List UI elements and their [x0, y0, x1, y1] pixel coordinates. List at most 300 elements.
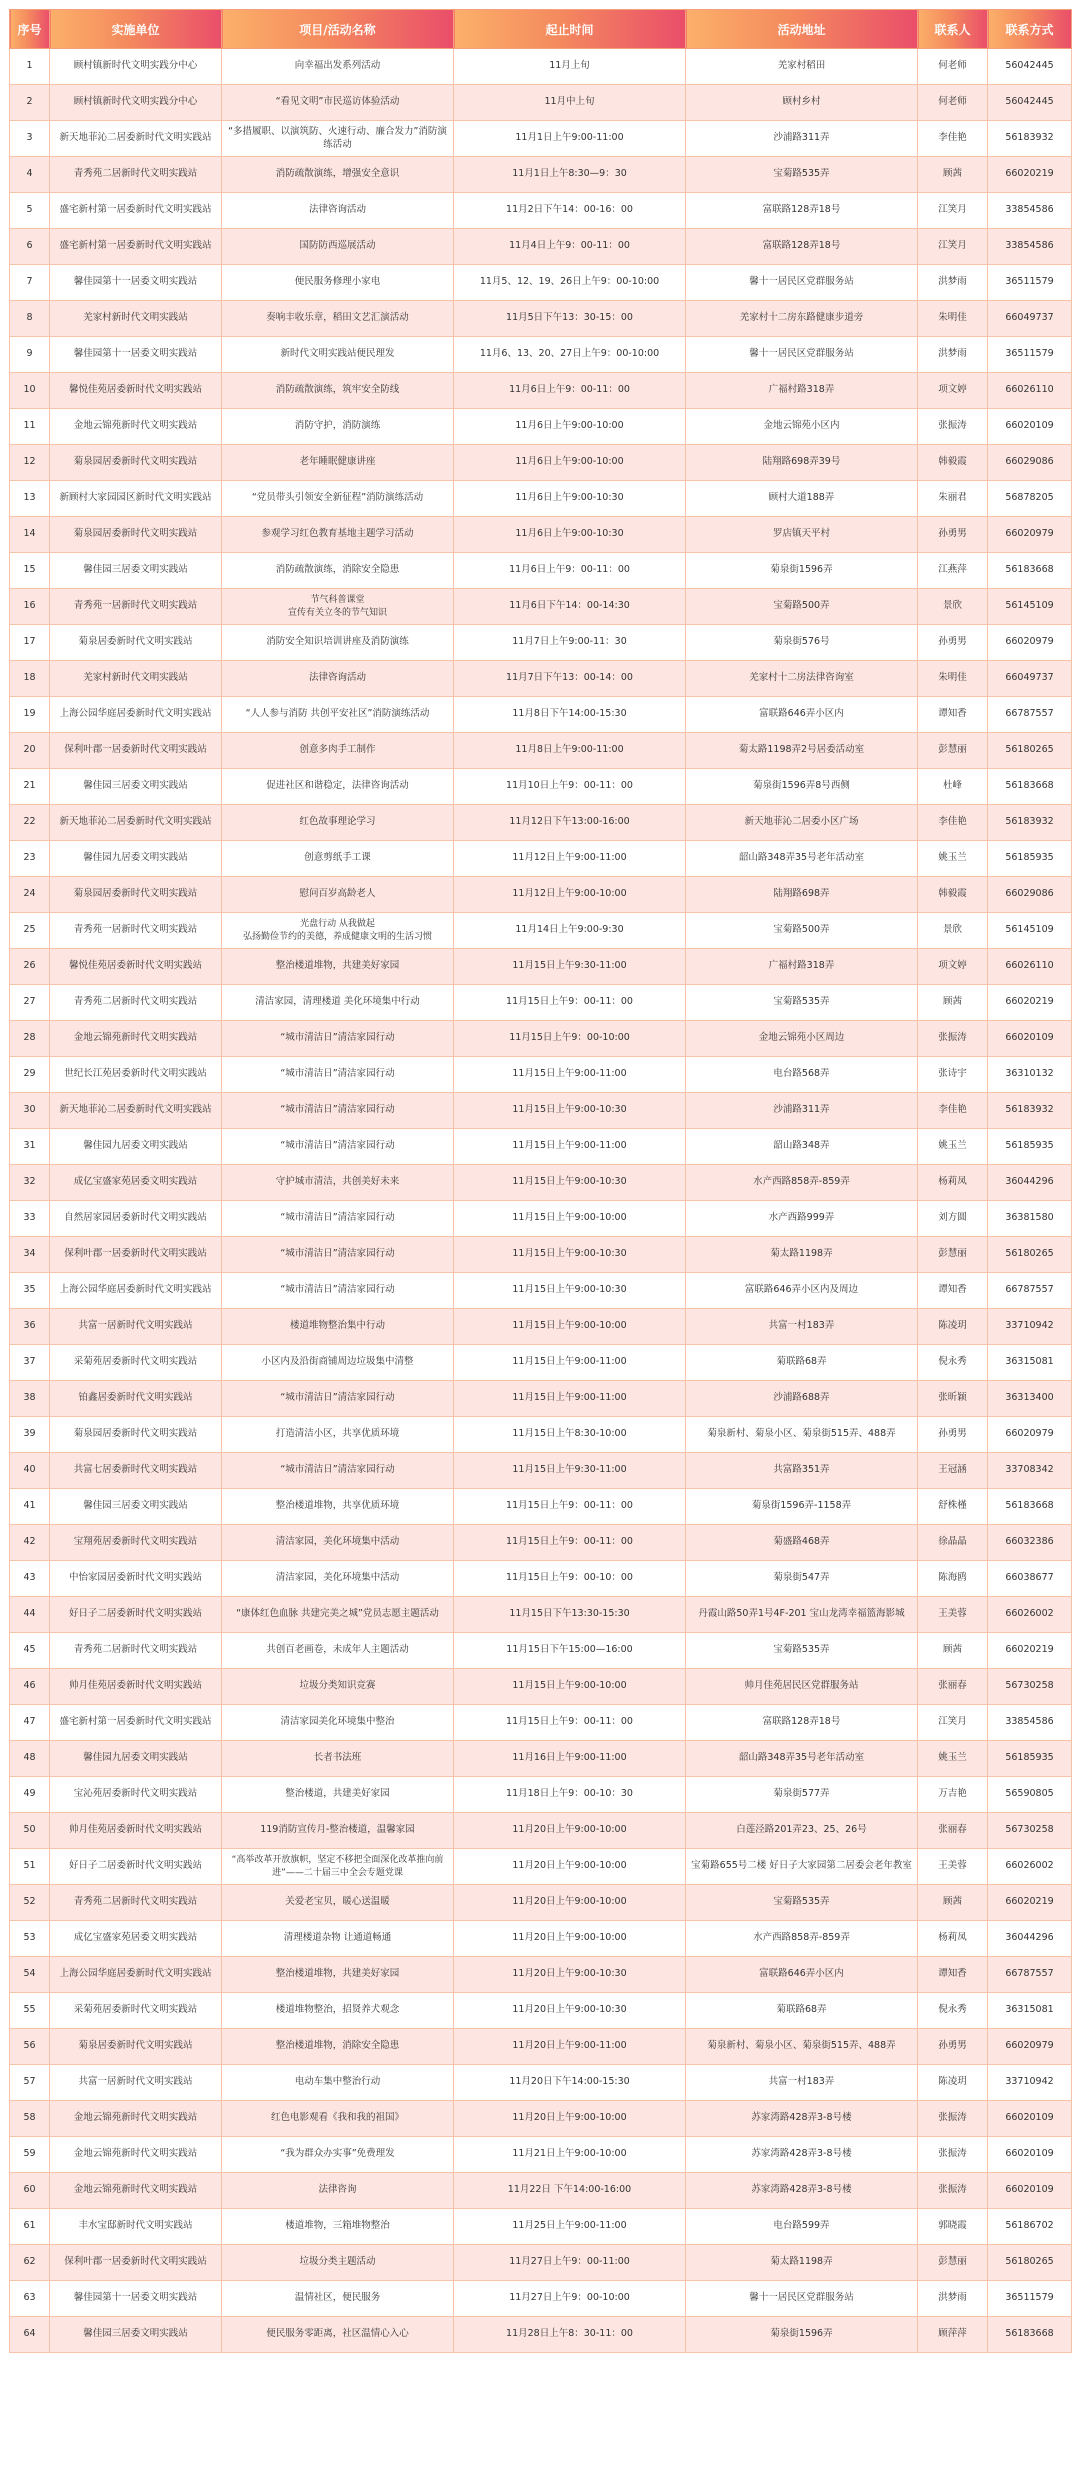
row-index-cell: 35 — [10, 1273, 50, 1309]
row-index-cell: 11 — [10, 409, 50, 445]
table-row — [10, 1129, 1072, 1165]
table-row — [10, 1957, 1072, 1993]
organizer-cell: 馨佳园九居委文明实践站 — [50, 841, 222, 877]
table-row — [10, 2029, 1072, 2065]
activity-name-cell: “城市清洁日”清洁家园行动 — [222, 1237, 454, 1273]
contact-person-cell: 陈海鸥 — [918, 1561, 988, 1597]
time-cell: 11月5日下午13：30-15：00 — [454, 301, 686, 337]
row-index-cell: 62 — [10, 2245, 50, 2281]
table-row — [10, 1741, 1072, 1777]
address-cell: 菊泉街1596弄 — [686, 553, 918, 589]
phone-cell: 66026110 — [988, 373, 1072, 409]
organizer-cell: 新天地菲沁二居委新时代文明实践站 — [50, 121, 222, 157]
table-row — [10, 1309, 1072, 1345]
activity-name-cell: “看见文明”市民巡访体验活动 — [222, 85, 454, 121]
phone-cell: 66020979 — [988, 517, 1072, 553]
time-cell: 11月1日上午9:00-11:00 — [454, 121, 686, 157]
phone-cell: 36044296 — [988, 1921, 1072, 1957]
address-cell: 菊泉街1596弄 — [686, 2317, 918, 2353]
contact-person-cell: 陈凌玥 — [918, 1309, 988, 1345]
contact-person-cell: 江笑月 — [918, 193, 988, 229]
row-index-cell: 30 — [10, 1093, 50, 1129]
activity-name-cell: “城市清洁日”清洁家园行动 — [222, 1273, 454, 1309]
time-cell: 11月27日上午9：00-10:00 — [454, 2281, 686, 2317]
contact-person-cell: 江燕萍 — [918, 553, 988, 589]
row-index-cell: 33 — [10, 1201, 50, 1237]
address-cell: 菊联路68弄 — [686, 1993, 918, 2029]
header-col-phone: 联系方式 — [988, 10, 1072, 49]
address-cell: 新天地菲沁二居委小区广场 — [686, 805, 918, 841]
time-cell: 11月6日下午14：00-14:30 — [454, 589, 686, 625]
row-index-cell: 15 — [10, 553, 50, 589]
organizer-cell: 上海公园华庭居委新时代文明实践站 — [50, 697, 222, 733]
address-cell: 富联路646弄小区内及周边 — [686, 1273, 918, 1309]
row-index-cell: 5 — [10, 193, 50, 229]
address-cell: 电台路599弄 — [686, 2209, 918, 2245]
time-cell: 11月14日上午9:00-9:30 — [454, 913, 686, 949]
address-cell: 宝菊路535弄 — [686, 985, 918, 1021]
organizer-cell: 菊泉园居委新时代文明实践站 — [50, 1417, 222, 1453]
organizer-cell: 盛宅新村第一居委新时代文明实践站 — [50, 229, 222, 265]
address-cell: 菊泉街547弄 — [686, 1561, 918, 1597]
contact-person-cell: 张振涛 — [918, 2101, 988, 2137]
phone-cell: 36315081 — [988, 1345, 1072, 1381]
contact-person-cell: 杜峰 — [918, 769, 988, 805]
address-cell: 菊泉街577弄 — [686, 1777, 918, 1813]
organizer-cell: 金地云锦苑新时代文明实践站 — [50, 2137, 222, 2173]
phone-cell: 56183668 — [988, 2317, 1072, 2353]
address-cell: 菊太路1198弄 — [686, 1237, 918, 1273]
table-row — [10, 1525, 1072, 1561]
activity-name-cell: 整治楼道堆物，共建美好家园 — [222, 949, 454, 985]
row-index-cell: 19 — [10, 697, 50, 733]
activity-name-cell: 向幸福出发系列活动 — [222, 49, 454, 85]
activity-name-cell: 光盘行动 从我做起 弘扬勤俭节约的美德，养成健康文明的生活习惯 — [222, 913, 454, 949]
header-col-address: 活动地址 — [686, 10, 918, 49]
header-col-organizer: 实施单位 — [50, 10, 222, 49]
time-cell: 11月25日上午9:00-11:00 — [454, 2209, 686, 2245]
row-index-cell: 22 — [10, 805, 50, 841]
organizer-cell: 青秀苑二居新时代文明实践站 — [50, 985, 222, 1021]
row-index-cell: 54 — [10, 1957, 50, 1993]
address-cell: 罗店镇天平村 — [686, 517, 918, 553]
time-cell: 11月15日上午9：00-10：00 — [454, 1561, 686, 1597]
table-row — [10, 877, 1072, 913]
activity-name-cell: 整治楼道堆物，共建美好家园 — [222, 1957, 454, 1993]
organizer-cell: 顾村镇新时代文明实践分中心 — [50, 49, 222, 85]
row-index-cell: 2 — [10, 85, 50, 121]
organizer-cell: 馨佳园九居委文明实践站 — [50, 1741, 222, 1777]
contact-person-cell: 姚玉兰 — [918, 841, 988, 877]
phone-cell: 66787557 — [988, 1273, 1072, 1309]
header-col-activity: 项目/活动名称 — [222, 10, 454, 49]
phone-cell: 36044296 — [988, 1165, 1072, 1201]
phone-cell: 56183668 — [988, 553, 1072, 589]
table-row — [10, 985, 1072, 1021]
row-index-cell: 6 — [10, 229, 50, 265]
contact-person-cell: 朱明佳 — [918, 301, 988, 337]
row-index-cell: 47 — [10, 1705, 50, 1741]
phone-cell: 66049737 — [988, 301, 1072, 337]
time-cell: 11月20日上午9:00-10:30 — [454, 1993, 686, 2029]
time-cell: 11月20日上午9:00-10:00 — [454, 1885, 686, 1921]
table-row — [10, 1885, 1072, 1921]
time-cell: 11月15日上午9:00-10:30 — [454, 1165, 686, 1201]
phone-cell: 66026002 — [988, 1597, 1072, 1633]
table-row — [10, 2317, 1072, 2353]
address-cell: 羌家村稻田 — [686, 49, 918, 85]
time-cell: 11月10日上午9：00-11：00 — [454, 769, 686, 805]
table-row — [10, 517, 1072, 553]
row-index-cell: 21 — [10, 769, 50, 805]
row-index-cell: 12 — [10, 445, 50, 481]
time-cell: 11月5、12、19、26日上午9：00-10:00 — [454, 265, 686, 301]
time-cell: 11月27日上午9：00-11:00 — [454, 2245, 686, 2281]
row-index-cell: 25 — [10, 913, 50, 949]
time-cell: 11月15日下午15:00—16:00 — [454, 1633, 686, 1669]
activity-name-cell: “城市清洁日”清洁家园行动 — [222, 1453, 454, 1489]
time-cell: 11月12日上午9:00-11:00 — [454, 841, 686, 877]
organizer-cell: 盛宅新村第一居委新时代文明实践站 — [50, 1705, 222, 1741]
contact-person-cell: 舒株槿 — [918, 1489, 988, 1525]
phone-cell: 36313400 — [988, 1381, 1072, 1417]
table-row — [10, 1597, 1072, 1633]
time-cell: 11月15日上午9:00-11:00 — [454, 1345, 686, 1381]
contact-person-cell: 项文婷 — [918, 373, 988, 409]
row-index-cell: 61 — [10, 2209, 50, 2245]
organizer-cell: 好日子二居委新时代文明实践站 — [50, 1597, 222, 1633]
time-cell: 11月6日上午9:00-10:00 — [454, 409, 686, 445]
table-row — [10, 949, 1072, 985]
activity-name-cell: 法律咨询 — [222, 2173, 454, 2209]
contact-person-cell: 谭知香 — [918, 1273, 988, 1309]
activity-name-cell: 法律咨询活动 — [222, 193, 454, 229]
phone-cell: 66026002 — [988, 1849, 1072, 1885]
table-row — [10, 1489, 1072, 1525]
activity-name-cell: 消防守护，消防演练 — [222, 409, 454, 445]
phone-cell: 56180265 — [988, 2245, 1072, 2281]
contact-person-cell: 彭慧丽 — [918, 1237, 988, 1273]
table-row — [10, 1093, 1072, 1129]
row-index-cell: 29 — [10, 1057, 50, 1093]
organizer-cell: 青秀苑一居新时代文明实践站 — [50, 589, 222, 625]
time-cell: 11月中上旬 — [454, 85, 686, 121]
address-cell: 宝菊路655号二楼 好日子大家园第二居委会老年教室 — [686, 1849, 918, 1885]
organizer-cell: 共富一居新时代文明实践站 — [50, 2065, 222, 2101]
table-row — [10, 85, 1072, 121]
time-cell: 11月20日上午9:00-10:00 — [454, 1849, 686, 1885]
contact-person-cell: 张丽春 — [918, 1669, 988, 1705]
contact-person-cell: 洪梦雨 — [918, 2281, 988, 2317]
activity-name-cell: 整治楼道堆物，消除安全隐患 — [222, 2029, 454, 2065]
organizer-cell: 菊泉园居委新时代文明实践站 — [50, 517, 222, 553]
contact-person-cell: 姚玉兰 — [918, 1741, 988, 1777]
phone-cell: 66787557 — [988, 1957, 1072, 1993]
address-cell: 馨十一居民区党群服务站 — [686, 265, 918, 301]
phone-cell: 56180265 — [988, 733, 1072, 769]
table-row — [10, 553, 1072, 589]
organizer-cell: 宝沁苑居委新时代文明实践站 — [50, 1777, 222, 1813]
address-cell: 苏家湾路428弄3-8号楼 — [686, 2173, 918, 2209]
address-cell: 韶山路348弄35号老年活动室 — [686, 841, 918, 877]
contact-person-cell: 姚玉兰 — [918, 1129, 988, 1165]
time-cell: 11月28日上午8：30-11：00 — [454, 2317, 686, 2353]
row-index-cell: 4 — [10, 157, 50, 193]
row-index-cell: 41 — [10, 1489, 50, 1525]
phone-cell: 36511579 — [988, 337, 1072, 373]
header-col-time: 起止时间 — [454, 10, 686, 49]
address-cell: 羌家村十二房法律咨询室 — [686, 661, 918, 697]
phone-cell: 66032386 — [988, 1525, 1072, 1561]
activity-name-cell: 消防疏散演练，消除安全隐患 — [222, 553, 454, 589]
row-index-cell: 9 — [10, 337, 50, 373]
row-index-cell: 27 — [10, 985, 50, 1021]
row-index-cell: 14 — [10, 517, 50, 553]
organizer-cell: 宝翔苑居委新时代文明实践站 — [50, 1525, 222, 1561]
activity-name-cell: “党员带头引领安全新征程”消防演练活动 — [222, 481, 454, 517]
activity-name-cell: 楼道堆物整治，招贤养犬观念 — [222, 1993, 454, 2029]
contact-person-cell: 李佳艳 — [918, 1093, 988, 1129]
phone-cell: 56180265 — [988, 1237, 1072, 1273]
organizer-cell: 金地云锦苑新时代文明实践站 — [50, 2101, 222, 2137]
phone-cell: 33854586 — [988, 193, 1072, 229]
phone-cell: 56183668 — [988, 769, 1072, 805]
time-cell: 11月6、13、20、27日上午9：00-10:00 — [454, 337, 686, 373]
table-row — [10, 1237, 1072, 1273]
organizer-cell: 上海公园华庭居委新时代文明实践站 — [50, 1273, 222, 1309]
phone-cell: 56183668 — [988, 1489, 1072, 1525]
organizer-cell: 馨佳园三居委文明实践站 — [50, 553, 222, 589]
table-row — [10, 1849, 1072, 1885]
phone-cell: 56183932 — [988, 805, 1072, 841]
phone-cell: 66029086 — [988, 877, 1072, 913]
activity-name-cell: 清理楼道杂物 让通道畅通 — [222, 1921, 454, 1957]
address-cell: 菊泉新村、菊泉小区、菊泉街515弄、488弄 — [686, 1417, 918, 1453]
row-index-cell: 17 — [10, 625, 50, 661]
phone-cell: 33708342 — [988, 1453, 1072, 1489]
contact-person-cell: 谭知香 — [918, 1957, 988, 1993]
organizer-cell: 新天地菲沁二居委新时代文明实践站 — [50, 1093, 222, 1129]
phone-cell: 56145109 — [988, 589, 1072, 625]
contact-person-cell: 万吉艳 — [918, 1777, 988, 1813]
address-cell: 富联路646弄小区内 — [686, 697, 918, 733]
time-cell: 11月22日 下午14:00-16:00 — [454, 2173, 686, 2209]
table-row — [10, 733, 1072, 769]
time-cell: 11月15日上午9:00-10:00 — [454, 1309, 686, 1345]
contact-person-cell: 张振涛 — [918, 2173, 988, 2209]
row-index-cell: 57 — [10, 2065, 50, 2101]
contact-person-cell: 项文婷 — [918, 949, 988, 985]
organizer-cell: 金地云锦苑新时代文明实践站 — [50, 409, 222, 445]
time-cell: 11月20日上午9:00-10:00 — [454, 1813, 686, 1849]
phone-cell: 56878205 — [988, 481, 1072, 517]
row-index-cell: 64 — [10, 2317, 50, 2353]
contact-person-cell: 张丽春 — [918, 1813, 988, 1849]
row-index-cell: 51 — [10, 1849, 50, 1885]
activity-name-cell: 节气科普课堂 宣传有关立冬的节气知识 — [222, 589, 454, 625]
contact-person-cell: 王冠涵 — [918, 1453, 988, 1489]
contact-person-cell: 顾茜 — [918, 1633, 988, 1669]
contact-person-cell: 顾茜 — [918, 985, 988, 1021]
phone-cell: 56185935 — [988, 841, 1072, 877]
contact-person-cell: 倪永秀 — [918, 1993, 988, 2029]
address-cell: 宝菊路535弄 — [686, 157, 918, 193]
time-cell: 11月15日上午9：00-11：00 — [454, 985, 686, 1021]
activity-name-cell: 创意多肉手工制作 — [222, 733, 454, 769]
table-row — [10, 1021, 1072, 1057]
activity-name-cell: 参观学习红色教育基地主题学习活动 — [222, 517, 454, 553]
activity-name-cell: 奏响丰收乐章，稻田文艺汇演活动 — [222, 301, 454, 337]
activity-name-cell: 红色电影观看《我和我的祖国》 — [222, 2101, 454, 2137]
table-row — [10, 1633, 1072, 1669]
time-cell: 11月上旬 — [454, 49, 686, 85]
activity-name-cell: 119消防宣传月-整治楼道，温馨家园 — [222, 1813, 454, 1849]
phone-cell: 66020109 — [988, 409, 1072, 445]
time-cell: 11月7日下午13：00-14：00 — [454, 661, 686, 697]
row-index-cell: 40 — [10, 1453, 50, 1489]
table-row — [10, 337, 1072, 373]
time-cell: 11月20日上午9:00-10:00 — [454, 2101, 686, 2137]
organizer-cell: 菊泉园居委新时代文明实践站 — [50, 877, 222, 913]
organizer-cell: 保利叶郡一居委新时代文明实践站 — [50, 1237, 222, 1273]
table-row — [10, 1993, 1072, 2029]
row-index-cell: 56 — [10, 2029, 50, 2065]
phone-cell: 56042445 — [988, 85, 1072, 121]
organizer-cell: 自然居家园居委新时代文明实践站 — [50, 1201, 222, 1237]
time-cell: 11月15日下午13:30-15:30 — [454, 1597, 686, 1633]
contact-person-cell: 徐晶晶 — [918, 1525, 988, 1561]
table-row — [10, 1921, 1072, 1957]
row-index-cell: 50 — [10, 1813, 50, 1849]
address-cell: 白莲泾路201弄23、25、26号 — [686, 1813, 918, 1849]
organizer-cell: 青秀苑二居新时代文明实践站 — [50, 1885, 222, 1921]
table-row — [10, 1813, 1072, 1849]
address-cell: 沙浦路688弄 — [686, 1381, 918, 1417]
table-row — [10, 2245, 1072, 2281]
address-cell: 馨十一居民区党群服务站 — [686, 337, 918, 373]
table-body — [10, 49, 1072, 2353]
phone-cell: 66020219 — [988, 1633, 1072, 1669]
organizer-cell: 成亿宝盛家苑居委文明实践站 — [50, 1921, 222, 1957]
time-cell: 11月4日上午9：00-11：00 — [454, 229, 686, 265]
table-row — [10, 1345, 1072, 1381]
row-index-cell: 3 — [10, 121, 50, 157]
time-cell: 11月8日下午14:00-15:30 — [454, 697, 686, 733]
row-index-cell: 28 — [10, 1021, 50, 1057]
phone-cell: 56042445 — [988, 49, 1072, 85]
contact-person-cell: 孙勇男 — [918, 625, 988, 661]
address-cell: 韶山路348弄35号老年活动室 — [686, 1741, 918, 1777]
time-cell: 11月6日上午9:00-10:00 — [454, 445, 686, 481]
row-index-cell: 8 — [10, 301, 50, 337]
address-cell: 顾村乡村 — [686, 85, 918, 121]
address-cell: 共富路351弄 — [686, 1453, 918, 1489]
table-row — [10, 1057, 1072, 1093]
phone-cell: 36381580 — [988, 1201, 1072, 1237]
time-cell: 11月15日上午9:30-11:00 — [454, 949, 686, 985]
row-index-cell: 26 — [10, 949, 50, 985]
organizer-cell: 上海公园华庭居委新时代文明实践站 — [50, 1957, 222, 1993]
row-index-cell: 46 — [10, 1669, 50, 1705]
organizer-cell: 盛宅新村第一居委新时代文明实践站 — [50, 193, 222, 229]
table-row — [10, 49, 1072, 85]
address-cell: 共富一村183弄 — [686, 2065, 918, 2101]
phone-cell: 66020109 — [988, 2173, 1072, 2209]
organizer-cell: 帅月佳苑居委新时代文明实践站 — [50, 1669, 222, 1705]
row-index-cell: 58 — [10, 2101, 50, 2137]
activity-name-cell: 慰问百岁高龄老人 — [222, 877, 454, 913]
organizer-cell: 顾村镇新时代文明实践分中心 — [50, 85, 222, 121]
contact-person-cell: 顾茜 — [918, 157, 988, 193]
time-cell: 11月6日上午9：00-11：00 — [454, 553, 686, 589]
organizer-cell: 保利叶郡一居委新时代文明实践站 — [50, 2245, 222, 2281]
organizer-cell: 菊泉居委新时代文明实践站 — [50, 2029, 222, 2065]
table-row — [10, 1669, 1072, 1705]
table-row — [10, 481, 1072, 517]
organizer-cell: 羌家村新时代文明实践站 — [50, 661, 222, 697]
table-row — [10, 229, 1072, 265]
table-row — [10, 1201, 1072, 1237]
activity-name-cell: “城市清洁日”清洁家园行动 — [222, 1381, 454, 1417]
time-cell: 11月6日上午9：00-11：00 — [454, 373, 686, 409]
phone-cell: 66020109 — [988, 2101, 1072, 2137]
table-row — [10, 2209, 1072, 2245]
contact-person-cell: 韩毅霞 — [918, 877, 988, 913]
phone-cell: 56185935 — [988, 1129, 1072, 1165]
address-cell: 陆翔路698弄39号 — [686, 445, 918, 481]
activity-name-cell: 电动车集中整治行动 — [222, 2065, 454, 2101]
organizer-cell: 青秀苑二居新时代文明实践站 — [50, 1633, 222, 1669]
activity-name-cell: 红色故事理论学习 — [222, 805, 454, 841]
row-index-cell: 52 — [10, 1885, 50, 1921]
contact-person-cell: 韩毅霞 — [918, 445, 988, 481]
address-cell: 宝菊路500弄 — [686, 589, 918, 625]
organizer-cell: 馨悦佳苑居委新时代文明实践站 — [50, 949, 222, 985]
time-cell: 11月15日上午9:00-11:00 — [454, 1057, 686, 1093]
time-cell: 11月15日上午9:00-10:00 — [454, 1669, 686, 1705]
activity-name-cell: 便民服务修理小家电 — [222, 265, 454, 301]
table-row — [10, 445, 1072, 481]
row-index-cell: 45 — [10, 1633, 50, 1669]
organizer-cell: 馨佳园九居委文明实践站 — [50, 1129, 222, 1165]
header-col-contact: 联系人 — [918, 10, 988, 49]
address-cell: 富联路646弄小区内 — [686, 1957, 918, 1993]
time-cell: 11月15日上午9:00-11:00 — [454, 1381, 686, 1417]
activity-name-cell: 守护城市清洁，共创美好未来 — [222, 1165, 454, 1201]
contact-person-cell: 倪永秀 — [918, 1345, 988, 1381]
address-cell: 菊盛路468弄 — [686, 1525, 918, 1561]
address-cell: 菊泉街576号 — [686, 625, 918, 661]
organizer-cell: 馨悦佳苑居委新时代文明实践站 — [50, 373, 222, 409]
time-cell: 11月20日下午14:00-15:30 — [454, 2065, 686, 2101]
address-cell: 菊太路1198弄 — [686, 2245, 918, 2281]
table-row — [10, 625, 1072, 661]
row-index-cell: 32 — [10, 1165, 50, 1201]
contact-person-cell: 江笑月 — [918, 229, 988, 265]
row-index-cell: 16 — [10, 589, 50, 625]
address-cell: 菊太路1198弄2号居委活动室 — [686, 733, 918, 769]
time-cell: 11月18日上午9：00-10：30 — [454, 1777, 686, 1813]
contact-person-cell: 刘方圆 — [918, 1201, 988, 1237]
phone-cell: 33710942 — [988, 2065, 1072, 2101]
address-cell: 宝菊路500弄 — [686, 913, 918, 949]
activity-name-cell: “城市清洁日”清洁家园行动 — [222, 1201, 454, 1237]
phone-cell: 66020979 — [988, 2029, 1072, 2065]
table-row — [10, 193, 1072, 229]
address-cell: 顾村大道188弄 — [686, 481, 918, 517]
row-index-cell: 18 — [10, 661, 50, 697]
contact-person-cell: 朱明佳 — [918, 661, 988, 697]
